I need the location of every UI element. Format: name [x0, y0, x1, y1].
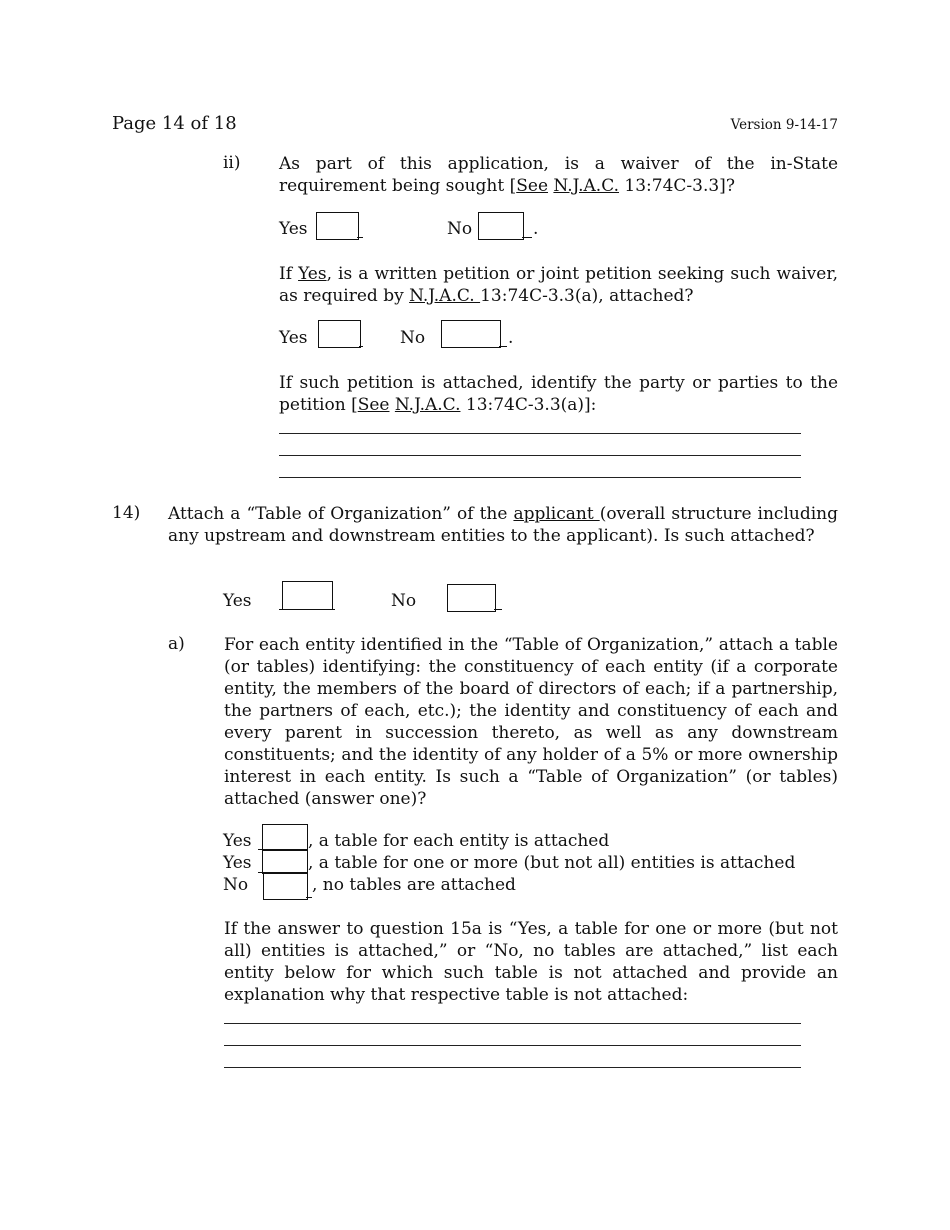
item-number-14: 14) — [112, 503, 141, 523]
blank-underline — [357, 237, 363, 238]
blank-underline — [499, 346, 507, 347]
petition-parties-question: If such petition is attached, identify the party or parties to the petition [See N.J.A.C. 13:74C-3.3(a)]: — [279, 373, 838, 415]
version-label: Version 9-14-17 — [730, 117, 838, 133]
option-no-text: , no tables are attached — [312, 875, 516, 895]
missing-tables-answer-line[interactable] — [224, 1045, 801, 1046]
period: . — [508, 328, 514, 348]
period: . — [533, 219, 539, 239]
waiver-yes-label: Yes — [279, 219, 308, 239]
petition-no-checkbox[interactable] — [441, 320, 501, 348]
entity-tables-question: For each entity identified in the “Table of Organization,” attach a table (or tables) identifying: the constituency of each entity (if a corporate entity, the members of the board of directors of each; if a partnership, the partners of each, etc.); the identity and constituency of each and every parent in succession thereto, as well as any downstream constituents; and the identity of any holder of a 5% or more ownership interest in each entity. Is such a “Table of Organization” (or tables) attached (answer one)? — [224, 635, 838, 809]
petition-question: If Yes, is a written petition or joint petition seeking such waiver, as required by N.J.A.C. 13:74C-3.3(a), attached? — [279, 264, 838, 306]
table-org-yes-label: Yes — [223, 591, 252, 611]
table-org-no-label: No — [391, 591, 417, 611]
blank-underline — [494, 609, 502, 610]
waiver-no-checkbox[interactable] — [478, 212, 524, 240]
petition-yes-checkbox[interactable] — [318, 320, 361, 348]
blank-underline — [359, 346, 363, 347]
item-number-a: a) — [168, 634, 185, 654]
blank-underline — [522, 237, 532, 238]
petition-parties-answer-line[interactable] — [279, 455, 801, 456]
waiver-yes-checkbox[interactable] — [316, 212, 359, 240]
petition-no-label: No — [400, 328, 426, 348]
option-yes-each-checkbox[interactable] — [262, 824, 308, 851]
blank-underline — [306, 897, 312, 898]
option-no-label: No — [223, 875, 249, 895]
option-yes-some-label: Yes — [223, 853, 252, 873]
waiver-no-label: No — [447, 219, 473, 239]
option-yes-some-checkbox[interactable] — [262, 850, 308, 874]
option-no-checkbox[interactable] — [263, 873, 308, 900]
waiver-question: As part of this application, is a waiver of the in-State requirement being sought [See N.J.A.C. 13:74C-3.3]? — [279, 154, 838, 196]
table-org-yes-checkbox[interactable] — [282, 581, 333, 610]
item-number-ii: ii) — [223, 153, 241, 173]
missing-tables-answer-line[interactable] — [224, 1067, 801, 1068]
petition-parties-answer-line[interactable] — [279, 477, 801, 478]
petition-yes-label: Yes — [279, 328, 308, 348]
page-number: Page 14 of 18 — [112, 113, 237, 134]
table-org-no-checkbox[interactable] — [447, 584, 496, 612]
option-yes-each-text: , a table for each entity is attached — [308, 831, 610, 851]
option-yes-each-label: Yes — [223, 831, 252, 851]
option-yes-some-text: , a table for one or more (but not all) entities is attached — [308, 853, 796, 873]
petition-parties-answer-line[interactable] — [279, 433, 801, 434]
missing-tables-instructions: If the answer to question 15a is “Yes, a table for one or more (but not all) entities is attached,” or “No, no tables are attached,” list each entity below for which such table is not attached and provide an explanation why that respective table is not attached: — [224, 919, 838, 1005]
missing-tables-answer-line[interactable] — [224, 1023, 801, 1024]
table-of-organization-question: Attach a “Table of Organization” of the applicant (overall structure including any upstream and downstream entities to the applicant). Is such attached? — [168, 504, 838, 546]
